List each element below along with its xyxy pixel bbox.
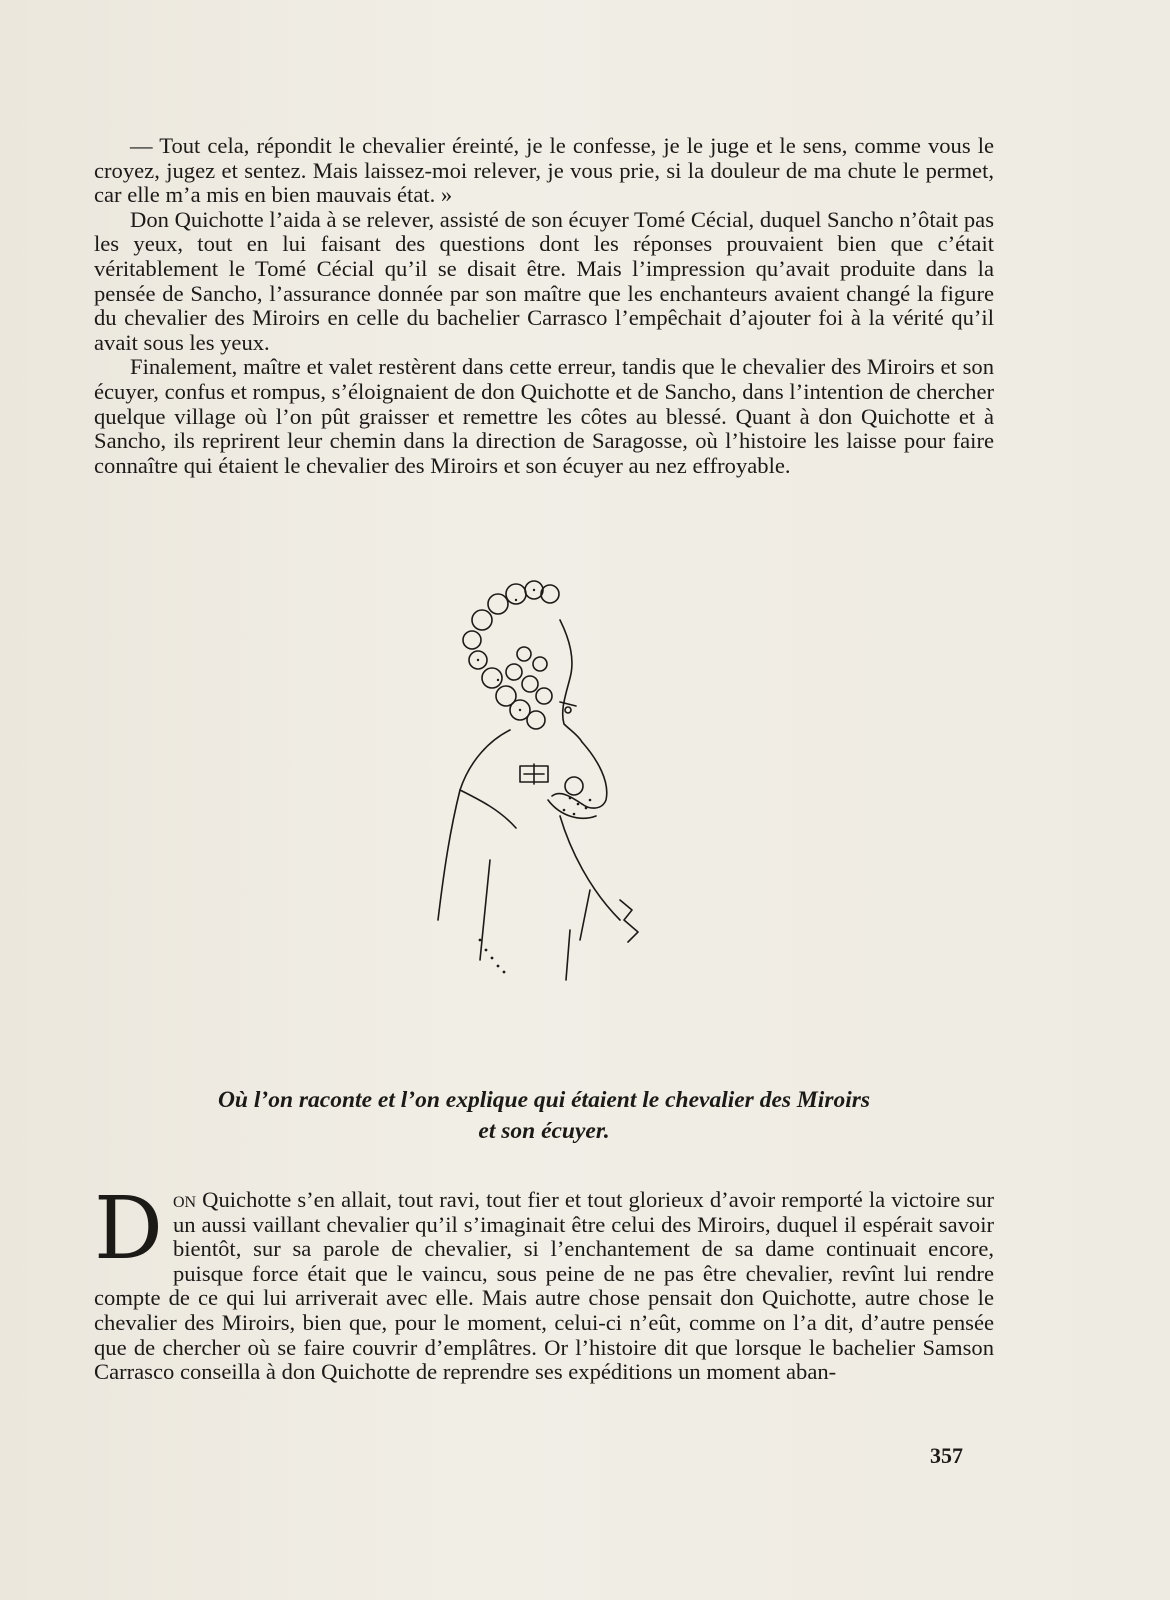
chapter-title-line-2: et son écuyer. (478, 1118, 610, 1144)
page-number: 357 (930, 1443, 963, 1468)
paragraph-2: Don Quichotte l’aida à se relever, assisté de son écuyer Tomé Cécial, duquel Sancho n’ôtait pas les yeux, tout en lui faisant des questions dont les réponses prouvaient bien que c’était véritablement le Tomé Cécial qu’il se disait être. Mais l’impression qu’avait produite dans la pensée de Sancho, l’assurance donnée par son maître que les enchanteurs avaient changé la figure du chevalier des Miroirs en celle du bachelier Carrasco l’empêchait d’ajouter foi à la vérité qu’il avait sous les yeux. (94, 206, 994, 355)
opening-paragraph-text: Quichotte s’en allait, tout ravi, tout fier et tout glorieux d’avoir remporté la victoire sur un aussi vaillant chevalier qu’il s’imaginait être celui des Miroirs, duquel il espérait savoir bientôt, sur sa parole de chevalier, si l’enchantement de sa dame continuait encore, puisque force était que le vaincu, sous peine de ne pas être chevalier, revînt lui rendre compte de ce qui lui arriverait avec elle. Mais autre chose pensait don Quichotte, autre chose le chevalier des Miroirs, bien que, pour le moment, celui-ci n’eût, comme on l’a dit, d’autre pensée que de chercher où se faire couvrir d’emplâtres. Or l’histoire dit que lorsque le bachelier Samson Carrasco conseilla à don Quichotte de reprendre ses expéditions un moment aban- (94, 1187, 994, 1385)
chapter-title (94, 1085, 994, 1147)
paragraph-3: Finalement, maître et valet restèrent dans cette erreur, tandis que le chevalier des Miroirs et son écuyer, confus et rompus, s’éloignaient de don Quichotte et de Sancho, dans l’intention de chercher quelque village où l’on pût graisser et remettre les côtes au blessé. Quant à don Quichotte et à Sancho, ils reprirent leur chemin dans la direction de Saragosse, où l’histoire les laisse pour faire connaître qui étaient le chevalier des Miroirs et son écuyer au nez effroyable. (94, 354, 994, 478)
paragraph-1: — Tout cela, répondit le chevalier éreinté, je le confesse, je le juge et le sens, comme vous le croyez, jugez et sentez. Mais laissez-moi relever, je vous prie, si la douleur de ma chute le permet, car elle m’a mis en bien mauvais état. » (94, 133, 994, 208)
chapter-opening-paragraph (94, 1179, 994, 1385)
text-block-bottom (94, 1179, 994, 1385)
drop-cap: D (94, 1179, 163, 1279)
drop-cap-word-rest: on (172, 1187, 197, 1212)
text-block-top (94, 134, 994, 478)
chapter-title-line-1: Où l’on raconte et l’on explique qui étaient le chevalier des Miroirs (217, 1087, 871, 1113)
squire-big-nose-illustration (420, 560, 680, 1000)
